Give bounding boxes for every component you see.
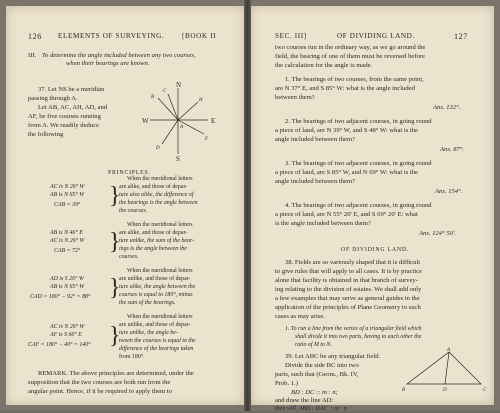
case-equation: AC is N 26° W: [50, 238, 85, 244]
compass-diagram: [142, 80, 222, 162]
case-equation: AB is N 65° W: [50, 192, 85, 198]
left-running-title: ELEMENTS OF SURVEYING.: [58, 32, 165, 40]
case-text: ture unlike, the angle be-: [119, 330, 178, 336]
case-text: the sum of the bearings.: [119, 300, 176, 306]
course-ab: [158, 98, 178, 120]
remark-line: REMARK. The above principles are determined, under the: [38, 370, 194, 377]
exercise-line: angle included between them?: [275, 178, 356, 185]
label-n: N: [176, 81, 182, 89]
exercise-answer: Ans. 154°.: [435, 188, 463, 195]
para-37-line: AF, be five courses running: [28, 113, 101, 120]
case-text: difference of the bearings taken: [119, 346, 194, 352]
case-text: the courses.: [119, 208, 148, 214]
case-equation: AB is N 65° W: [50, 284, 85, 290]
case-equation: AB is N 46° E: [50, 230, 83, 236]
label-b: B: [151, 95, 155, 100]
case-equation: AC is N 26° W: [50, 184, 85, 190]
proportion-1: BD : DC :: m : n;: [291, 389, 338, 396]
brace-icon: }: [109, 229, 121, 255]
para-37-line: passing through A.: [28, 95, 78, 102]
proportion-2: then will, ABD : DAC :: m : n.: [275, 406, 349, 412]
triangle-diagram: [401, 348, 489, 394]
book-gutter: [244, 0, 251, 411]
para-38-line: ing relating to the division of estates. We shall add only: [275, 286, 422, 293]
para-37-line: from A. We readily deduce: [28, 122, 99, 129]
para-38-line: cases as may arise.: [275, 313, 325, 320]
problem-line: ratio of M to N.: [295, 342, 332, 348]
intro-line: the calculation for the angle is made.: [275, 62, 373, 69]
label-a: A: [180, 125, 184, 130]
label-e: E: [211, 117, 216, 125]
case-text: When the meridional letters: [127, 314, 193, 320]
course-ah: [178, 102, 198, 120]
case-text: are alike, and those of depar-: [119, 184, 188, 190]
label-d: D: [156, 146, 160, 151]
case-text: are unlike, and those of depar-: [119, 322, 191, 328]
case-result: CAB = 39°: [54, 202, 81, 208]
label-c: C: [163, 89, 167, 94]
exercise-line: is the angle included between them?: [275, 220, 371, 227]
proportion-intro: and draw the line AD:: [275, 397, 334, 404]
problem-line: shall divide it into two parts, having to each other the: [295, 334, 422, 340]
case-text: ings is the angle between the: [119, 246, 187, 252]
case-result: CAD = 180° − 92° = 88°: [30, 294, 91, 300]
brace-icon: }: [109, 275, 121, 301]
case-equation: AD is S 26° W: [50, 276, 84, 282]
exercise-line: 1. The bearings of two courses, from the same point,: [285, 76, 424, 83]
intro-line: field, the bearing of one of them must be reversed before: [275, 53, 425, 60]
case-equation: AC is N 26° W: [50, 324, 85, 330]
right-page-number: 127: [454, 32, 468, 41]
case-text: When the meridional letters: [127, 176, 193, 182]
para-38-line: to give rules that will apply to all cases. It is by practice: [275, 268, 423, 275]
left-book-label: [BOOK II: [182, 32, 217, 40]
tri-label-a: A: [447, 348, 451, 353]
line-ad: [445, 352, 449, 384]
problem-line: 1. To run a line from the vertex of a triangular field which: [285, 326, 422, 332]
para-38-line: alone that facility is obtained in that branch of survey-: [275, 277, 419, 284]
para-37-line: the following: [28, 131, 64, 138]
exercise-answer: Ans. 132°.: [433, 104, 461, 111]
right-running-title: OF DIVIDING LAND.: [337, 32, 415, 40]
course-ad: [162, 120, 178, 144]
problem-line-2: when their bearings are known.: [66, 60, 150, 67]
principles-title: PRINCIPLES.: [108, 170, 151, 176]
right-page: [251, 6, 494, 412]
exercise-line: angle included between them?: [275, 136, 356, 143]
case-text: tween the courses is equal to the: [119, 338, 196, 344]
brace-icon: }: [109, 183, 121, 209]
left-page: [6, 6, 244, 405]
case-equation: AF is S 66° E: [50, 332, 82, 338]
para-39-line: 39. Let ABC be any triangular field.: [285, 353, 381, 360]
label-w: W: [142, 117, 149, 125]
dividing-land-title: OF DIVIDING LAND.: [341, 247, 410, 253]
course-ac: [168, 94, 178, 120]
para-38-line: 38. Fields are so variously shaped that it is difficult: [285, 259, 421, 266]
section-heading: III.: [28, 52, 37, 59]
exercise-answer: Ans. 87°.: [440, 146, 465, 153]
case-text: the bearings is the angle between: [119, 200, 198, 206]
case-text: ture unlike, the sum of the bear-: [119, 238, 195, 244]
case-result: CAB = 72°: [54, 248, 81, 254]
remark-line: angular point. Hence, if it be required to apply them to: [28, 388, 172, 395]
brace-icon: }: [109, 323, 121, 349]
case-text: ture also alike, the difference of: [119, 192, 194, 198]
exercise-line: 4. The bearings of two adjacent courses, in going round: [285, 202, 432, 209]
label-s: S: [176, 155, 180, 163]
tri-label-d: D: [443, 388, 447, 393]
para-38-line: application of the principles of Plane Geometry to such: [275, 304, 421, 311]
para-39-line: Prob. 1.): [275, 380, 298, 387]
case-text: are unlike, and those of depar-: [119, 276, 191, 282]
case-text: are alike, and those of depar-: [119, 230, 188, 236]
case-text: When the meridional letters: [127, 222, 193, 228]
exercise-line: a piece of land, are S 85° W, and N 69° W: what is the: [275, 169, 418, 176]
exercise-line: a piece of land, are N 55° 20' E, and S 69° 20' E: what: [275, 211, 418, 218]
case-text: courses is equal to 180°, minus: [119, 292, 193, 298]
exercise-line: 2. The bearings of two adjacent courses, in going round: [285, 118, 432, 125]
case-text: courses.: [119, 254, 139, 260]
para-39-line: Divide the side BC into two: [285, 362, 359, 369]
exercise-line: a piece of land, are N 39° W, and S 48° W: what is the: [275, 127, 418, 134]
label-h: H: [199, 98, 203, 103]
case-text: When the meridional letters: [127, 268, 193, 274]
exercise-answer: Ans. 124° 50'.: [419, 230, 457, 237]
problem-line-1: To determine the angle included between any two courses,: [42, 52, 196, 59]
case-text: from 180°.: [119, 354, 145, 360]
para-37-line: 37. Let NS be a meridian: [38, 86, 105, 93]
left-page-number: 126: [28, 32, 42, 41]
triangle-abc: [407, 352, 481, 384]
para-39-line: parts, such that (Geom., Bk. IV,: [275, 371, 359, 378]
right-section-label: SEC. III]: [275, 32, 307, 40]
case-text: ture alike, the angle between the: [119, 284, 196, 290]
remark-line: supposition that the two courses are both run from the: [28, 379, 171, 386]
exercise-line: between them?: [275, 94, 315, 101]
label-f: F: [205, 137, 209, 142]
case-result: CAF = 180° − 40° = 140°: [28, 342, 91, 348]
exercise-line: 3. The bearings of two adjacent courses, in going round: [285, 160, 432, 167]
intro-line: two courses run in the ordinary way, as we go around the: [275, 44, 426, 51]
exercise-line: are N 37° E, and S 85° W: what is the angle included: [275, 85, 415, 92]
tri-label-c: C: [483, 388, 487, 393]
para-38-line: a few examples that may serve as general guides in the: [275, 295, 420, 302]
para-37-line: Let AB, AC, AH, AD, and: [38, 104, 108, 111]
tri-label-b: B: [402, 388, 406, 393]
